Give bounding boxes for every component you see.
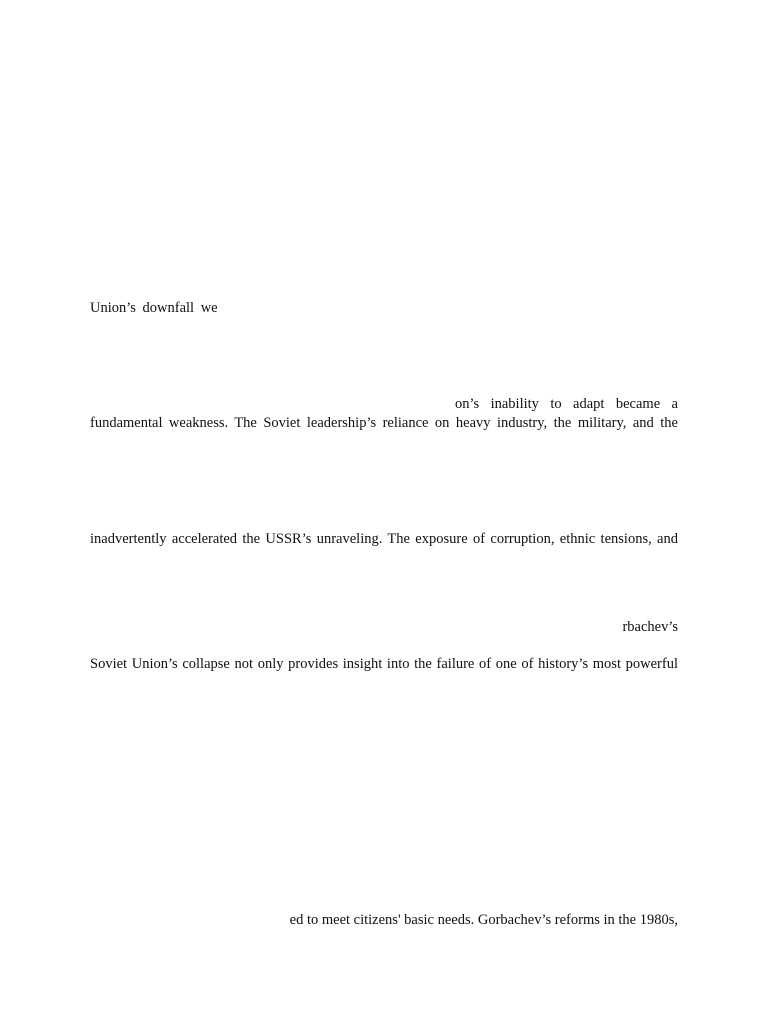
text-line-5: rbachev’s <box>622 619 678 635</box>
text-line-1: Union’s downfall we <box>90 300 218 316</box>
text-line-7: ed to meet citizens' basic needs. Gorbachev’s reforms in the 1980s, <box>289 912 678 928</box>
text-line-6: Soviet Union’s collapse not only provides insight into the failure of one of history’s most powerful <box>90 656 678 672</box>
text-line-4: inadvertently accelerated the USSR’s unraveling. The exposure of corruption, ethnic tensions, and <box>90 531 678 547</box>
text-line-2: on’s inability to adapt became a <box>455 396 678 412</box>
text-line-3: fundamental weakness. The Soviet leadership’s reliance on heavy industry, the military, and the <box>90 415 678 431</box>
